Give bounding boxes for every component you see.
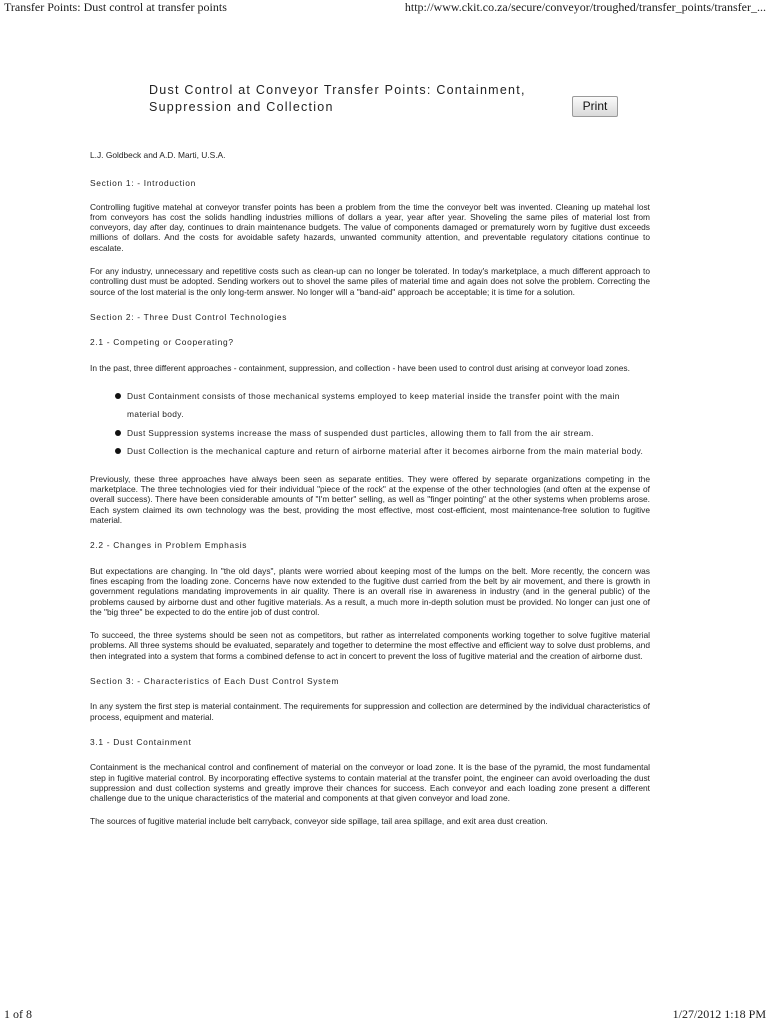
subsection-3-1-heading: 3.1 - Dust Containment xyxy=(90,736,192,747)
section-2-2-paragraph-2: To succeed, the three systems should be seen not as competitors, but rather as interrelated components working together to solve fugitive material problems. All three systems should be evaluated, separately and together to determine the most effective and efficient way to solve dust problems, and then integrated into a system that forms a combined defense to act in concert to prevent the loss of fugitive material and the creation of airborne dust. xyxy=(90,630,650,661)
intro-paragraph-2: For any industry, unnecessary and repetitive costs such as clean-up can no longer be tolerated. In today's marketplace, a much different approach to controlling dust must be adopted. Sending workers out to shovel the same piles of material time and again does not solve the problem. Correcting the source of the lost material is the only long-term answer. No longer will a "band-aid" approach be acceptable; it is time for a solution. xyxy=(90,266,650,297)
bullet-dust-suppression xyxy=(90,424,650,443)
subsection-2-2-heading: 2.2 - Changes in Problem Emphasis xyxy=(90,540,248,551)
footer-timestamp: 1/27/2012 1:18 PM xyxy=(672,1007,766,1021)
footer-page-number: 1 of 8 xyxy=(4,1007,32,1021)
section-1-heading: Section 1: - Introduction xyxy=(90,178,196,189)
bullet-text: Dust Containment consists of those mechanical systems employed to keep material inside the transfer point with the main material body. xyxy=(127,390,620,420)
dust-control-bullet-list xyxy=(90,387,650,461)
bullet-dust-collection xyxy=(90,442,650,461)
section-2-heading: Section 2: - Three Dust Control Technologies xyxy=(90,311,288,322)
section-3-1-paragraph-1: Containment is the mechanical control and confinement of material on the conveyor or load zone. It is the base of the pyramid, the most fundamental step in fugitive material control. By incorporating effective systems to contain material at the transfer point, the engineer can avoid overloading the dust suppression and dust collection systems and greatly improve their chances for success. Each conveyor and each loading zone present a different challenge due to the unique characteristics of the material and components at that given conveyor and load zone. xyxy=(90,762,650,804)
print-button[interactable]: Print xyxy=(572,96,618,117)
section-3-1-paragraph-2: The sources of fugitive material include belt carryback, conveyor side spillage, tail area spillage, and exit area dust creation. xyxy=(90,816,548,827)
bullet-dot-icon xyxy=(115,393,121,399)
header-url: http://www.ckit.co.za/secure/conveyor/troughed/transfer_points/transfer_... xyxy=(404,0,766,14)
article-title-line-2: Suppression and Collection xyxy=(149,100,334,114)
section-2-2-paragraph-1: But expectations are changing. In "the old days", plants were worried about keeping most of the lumps on the belt. More recently, the concern was fines escaping from the loading zone. Concerns have now extended to the fugitive dust carried from the belt by air movement, and there is growth in government regulations mandating improvements in air quality. There is an overall rise in awareness in industry (and in the general public) of the problems caused by airborne dust and other fugitive materials. As a result, a much more in-depth solution must be provided. No longer can just one of the "big three" be expected to do the entire job of dust control. xyxy=(90,565,650,617)
section-2-1-paragraph-1: In the past, three different approaches - containment, suppression, and collection - have been used to control dust arising at conveyor load zones. xyxy=(90,362,630,373)
article-body xyxy=(90,150,650,827)
bullet-dust-containment xyxy=(90,387,650,424)
article-title-line-1: Dust Control at Conveyor Transfer Points: Containment, xyxy=(149,83,526,97)
bullet-dot-icon xyxy=(115,430,121,436)
section-3-heading: Section 3: - Characteristics of Each Dust Control System xyxy=(90,676,340,687)
bullet-text: Dust Collection is the mechanical capture and return of airborne material after it becomes airborne from the main material body. xyxy=(127,446,644,457)
article-title xyxy=(149,82,569,116)
section-2-1-paragraph-2: Previously, these three approaches have always been seen as separate entities. They were offered by separate organizations competing in the marketplace. The three technologies vied for their individual "piece of the rock" at the expense of the other technologies (and often at the expense of overall success). There have been considerable amounts of "I'm better" selling, as well as "finger pointing" at the other systems when problems arose. Each system claimed its own technology was the best, providing the most effective, most cost-efficient, most maintenance-free solution to fugitive material. xyxy=(90,473,650,526)
browser-print-footer xyxy=(0,1007,768,1023)
header-page-title: Transfer Points: Dust control at transfer points xyxy=(4,0,227,14)
bullet-text: Dust Suppression systems increase the mass of suspended dust particles, allowing them to fall from the air stream. xyxy=(127,427,594,438)
section-3-paragraph-1: In any system the first step is material containment. The requirements for suppression and collection are determined by the individual characteristics of process, equipment and material. xyxy=(90,701,650,722)
intro-paragraph-1: Controlling fugitive matehal at conveyor transfer points has been a problem from the time the conveyor belt was invented. Cleaning up matehal lost from conveyors has cost the solids handling industries millions of dollars a year, year after year. Shoveling the same piles of material lost from conveyors, day after day, continues to drain maintenance budgets. The value of components damaged or prematurely worn by fugitive dust exceeds millions of dollars. And the costs for avoidable safety hazards, unwanted community attention, and preventable regulatory citations continue to escalate. xyxy=(90,201,650,253)
bullet-dot-icon xyxy=(115,448,121,454)
browser-print-header xyxy=(0,0,768,16)
authors: L.J. Goldbeck and A.D. Marti, U.S.A. xyxy=(90,150,226,160)
subsection-2-1-heading: 2.1 - Competing or Cooperating? xyxy=(90,337,234,348)
